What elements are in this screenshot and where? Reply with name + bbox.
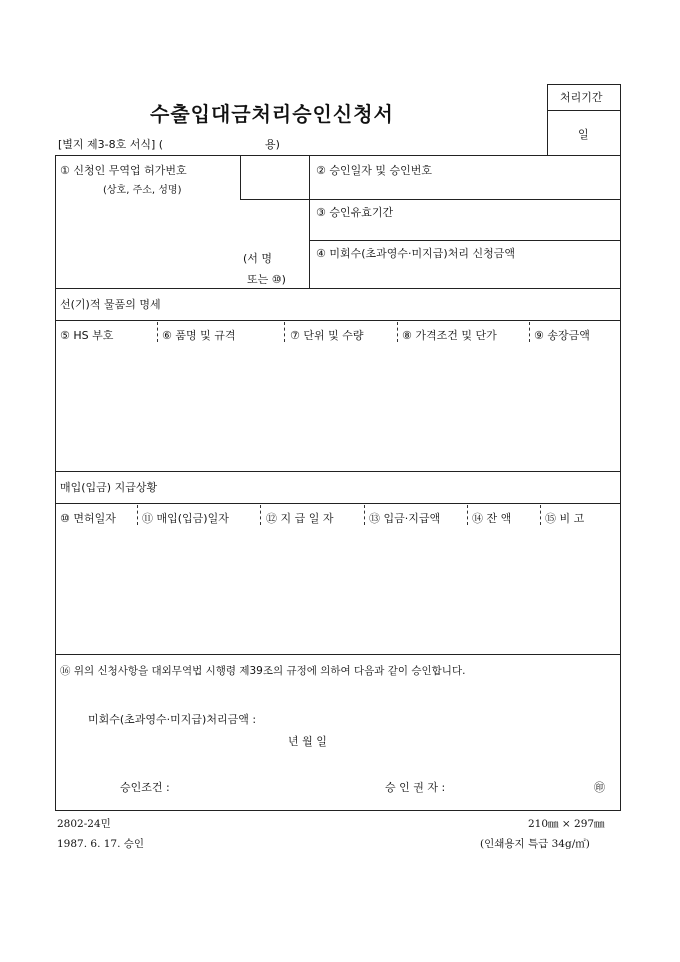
goods-col-sep-2 bbox=[284, 322, 285, 342]
form-use: 용) bbox=[265, 138, 280, 151]
payment-header-top bbox=[55, 503, 621, 504]
goods-section-title: 선(기)적 물품의 명세 bbox=[60, 298, 161, 311]
payment-col-sep-1 bbox=[137, 505, 138, 525]
goods-header-top bbox=[55, 320, 621, 321]
payment-col-remarks: ⑮ 비 고 bbox=[545, 512, 585, 525]
footer-size: 210㎜ × 297㎜ bbox=[528, 818, 605, 830]
payment-col-balance: ⑭ 잔 액 bbox=[472, 512, 512, 525]
payment-col-license-date: ⑩ 면허일자 bbox=[60, 512, 116, 525]
license-box-bottom bbox=[240, 199, 310, 200]
approval-date: 년 월 일 bbox=[288, 735, 327, 748]
approval-statement: ⑯ 위의 신청사항을 대외무역법 시행령 제39조의 규정에 의하여 다음과 같이 승인합니다. bbox=[60, 665, 466, 677]
payment-section-title: 매입(입금) 지급상황 bbox=[60, 481, 158, 494]
sign-label-1: (서 명 bbox=[243, 252, 273, 265]
license-box-left bbox=[240, 155, 241, 200]
payment-col-sep-2 bbox=[260, 505, 261, 525]
payment-col-pay-date: ⑫ 지 급 일 자 bbox=[266, 512, 334, 525]
period-box-left bbox=[547, 84, 548, 156]
frame-bottom bbox=[55, 810, 621, 811]
goods-col-sep-3 bbox=[397, 322, 398, 342]
frame-left bbox=[55, 155, 56, 811]
payment-section-top bbox=[55, 471, 621, 472]
unsettled-amount-line: 미회수(초과영수·미지급)처리금액 : bbox=[88, 713, 257, 726]
approval-condition-label: 승인조건 : bbox=[120, 781, 170, 794]
period-box-top bbox=[547, 84, 621, 85]
frame-top bbox=[55, 155, 621, 156]
form-title: 수출입대금처리승인신청서 bbox=[150, 102, 394, 126]
approval-date-number-label: ② 승인일자 및 승인번호 bbox=[316, 164, 432, 177]
goods-section-top bbox=[55, 288, 621, 289]
approval-authority-label: 승 인 권 자 : bbox=[385, 781, 446, 794]
payment-col-purchase-date: ⑪ 매입(입금)일자 bbox=[142, 512, 229, 525]
approval-validity-label: ③ 승인유효기간 bbox=[316, 206, 394, 219]
footer-approved: 1987. 6. 17. 승인 bbox=[57, 838, 145, 850]
applicant-license-label: ① 신청인 무역업 허가번호 bbox=[60, 164, 187, 177]
footer-code: 2802-24민 bbox=[57, 818, 111, 830]
payment-col-sep-4 bbox=[467, 505, 468, 525]
seal-mark: ㊞ bbox=[594, 781, 605, 794]
form-number: [별지 제3-8호 서식] ( bbox=[58, 138, 164, 151]
goods-col-price: ⑧ 가격조건 및 단가 bbox=[402, 329, 497, 342]
goods-col-name: ⑥ 품명 및 규격 bbox=[162, 329, 236, 342]
footer-paper: (인쇄용지 특급 34g/㎡) bbox=[480, 838, 590, 850]
payment-col-sep-3 bbox=[364, 505, 365, 525]
goods-col-unit: ⑦ 단위 및 수량 bbox=[290, 329, 364, 342]
period-box-mid bbox=[547, 110, 621, 111]
unsettled-amount-label: ④ 미회수(초과영수·미지급)처리 신청금액 bbox=[316, 247, 515, 260]
applicant-sub-label: (상호, 주소, 성명) bbox=[103, 185, 182, 196]
approval-section-top bbox=[55, 654, 621, 655]
applicant-divider bbox=[309, 155, 310, 288]
approval-row-1 bbox=[309, 199, 621, 200]
period-box-right bbox=[620, 84, 621, 156]
goods-col-sep-4 bbox=[529, 322, 530, 342]
goods-col-hs: ⑤ HS 부호 bbox=[60, 329, 114, 342]
goods-col-sep-1 bbox=[157, 322, 158, 342]
goods-col-invoice: ⑨ 송장금액 bbox=[534, 329, 590, 342]
processing-period-value: 일 bbox=[578, 128, 589, 141]
approval-row-2 bbox=[309, 240, 621, 241]
processing-period-label: 처리기간 bbox=[560, 91, 603, 104]
frame-right bbox=[620, 155, 621, 811]
payment-col-amount: ⑬ 입금·지급액 bbox=[369, 512, 441, 525]
payment-col-sep-5 bbox=[540, 505, 541, 525]
sign-label-2: 또는 ⑩) bbox=[247, 273, 286, 286]
